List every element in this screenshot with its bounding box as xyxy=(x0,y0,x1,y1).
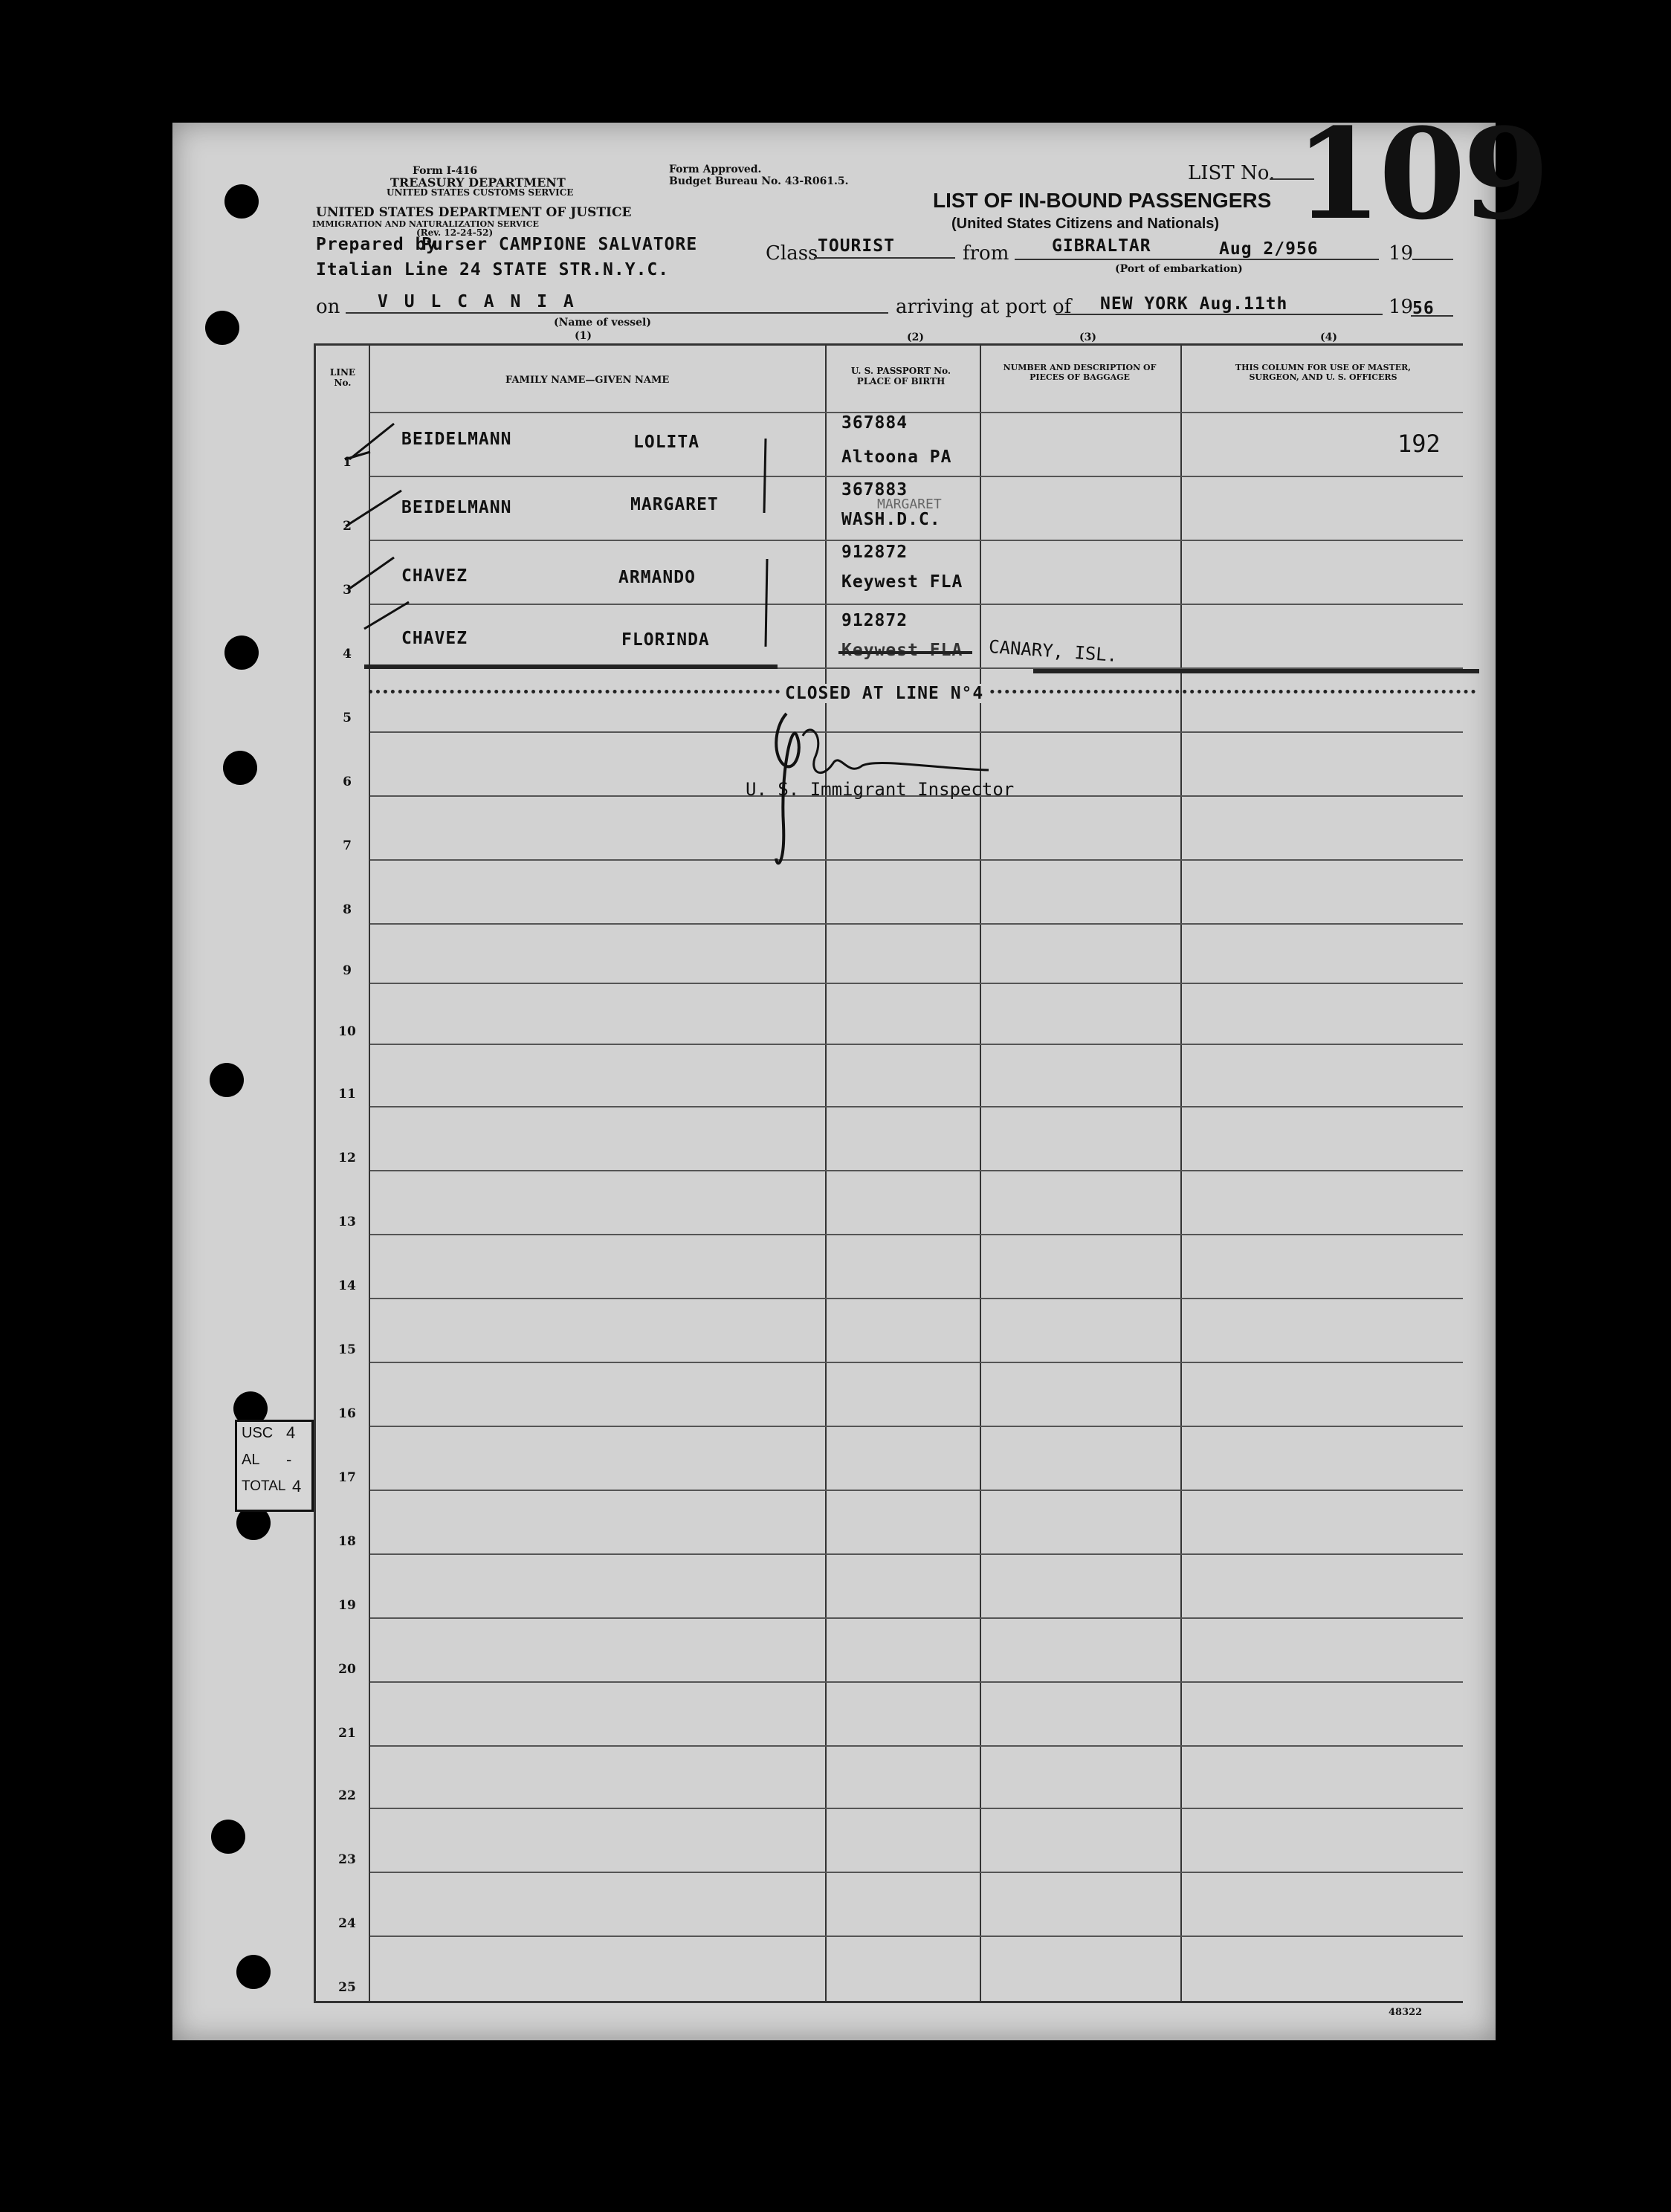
place-of-birth: WASH.D.C. xyxy=(841,510,941,529)
line-no-header: LINE No. xyxy=(329,367,356,388)
treasury-department: TREASURY DEPARTMENT xyxy=(390,175,566,190)
vessel-caption: (Name of vessel) xyxy=(554,317,651,329)
given-name: FLORINDA xyxy=(621,630,710,650)
closing-strike-right xyxy=(1033,669,1479,673)
line-number: 10 xyxy=(338,1024,356,1039)
line-number: 21 xyxy=(338,1726,356,1741)
al-label: AL xyxy=(242,1452,260,1468)
form-code: 48322 xyxy=(1389,2007,1423,2018)
port-embarkation-caption: (Port of embarkation) xyxy=(1115,263,1243,275)
col4-number: (4) xyxy=(1320,332,1337,343)
line-number: 2 xyxy=(343,519,352,534)
line-number: 24 xyxy=(338,1916,356,1931)
total-value: 4 xyxy=(292,1477,302,1495)
revision: (Rev. 12-24-52) xyxy=(416,227,494,238)
list-number-label: LIST No. xyxy=(1188,162,1276,184)
prepared-address: Italian Line 24 STATE STR.N.Y.C. xyxy=(316,260,670,279)
line-number: 3 xyxy=(343,583,352,598)
col1-number: (1) xyxy=(575,330,592,342)
birth-correction: CANARY, ISL. xyxy=(988,636,1119,667)
form-approved: Form Approved. xyxy=(669,164,762,175)
class-label: Class xyxy=(766,242,818,265)
total-label: TOTAL xyxy=(242,1478,286,1494)
strike-line xyxy=(838,651,972,654)
list-number-stamp: 109 xyxy=(1295,100,1547,248)
passport-number: 912872 xyxy=(841,611,908,630)
line-number: 17 xyxy=(338,1470,356,1485)
family-name: BEIDELMANN xyxy=(401,430,512,449)
punch-hole xyxy=(223,751,257,785)
line-number: 4 xyxy=(343,647,352,662)
line-number: 8 xyxy=(343,902,352,917)
punch-hole xyxy=(210,1063,244,1097)
line-number: 6 xyxy=(343,774,352,789)
year2-value: 56 xyxy=(1412,299,1435,318)
line-number: 23 xyxy=(338,1852,356,1867)
from-label: from xyxy=(963,242,1009,265)
closed-at-line: CLOSED AT LINE N°4 xyxy=(780,684,988,703)
officer-note: 192 xyxy=(1397,430,1441,458)
family-name: CHAVEZ xyxy=(401,629,468,648)
line-number: 15 xyxy=(338,1342,356,1357)
given-name: LOLITA xyxy=(633,433,700,452)
prepared-by: Purser CAMPIONE SALVATORE xyxy=(421,235,698,254)
port-of-embarkation: GIBRALTAR xyxy=(1052,236,1151,256)
line-number: 13 xyxy=(338,1215,356,1229)
overtyped-text: MARGARET xyxy=(877,497,942,512)
family-name: CHAVEZ xyxy=(401,566,468,586)
embarkation-date: Aug 2/956 xyxy=(1219,239,1319,259)
family-name: BEIDELMANN xyxy=(401,498,512,517)
line-number: 12 xyxy=(338,1151,356,1165)
place-of-birth-struck: Keywest FLA xyxy=(841,641,963,660)
form-subtitle: (United States Citizens and Nationals) xyxy=(951,216,1220,232)
line-number: 20 xyxy=(338,1662,356,1677)
punch-hole xyxy=(224,636,259,670)
year2-label: 19 xyxy=(1389,296,1414,318)
punch-hole xyxy=(224,184,259,219)
officers-header: THIS COLUMN FOR USE OF MASTER, SURGEON, AND U. S. OFFICERS xyxy=(1235,363,1412,382)
punch-hole xyxy=(205,311,239,345)
line-number: 11 xyxy=(338,1087,356,1102)
year-label: 19 xyxy=(1389,242,1414,265)
on-label: on xyxy=(316,296,340,318)
tally-box xyxy=(235,1420,314,1512)
usc-value: 4 xyxy=(286,1423,296,1442)
punch-hole xyxy=(236,1955,271,1989)
customs-service: UNITED STATES CUSTOMS SERVICE xyxy=(387,187,574,198)
usc-label: USC xyxy=(242,1425,274,1441)
line-number: 19 xyxy=(338,1598,356,1613)
line-number: 18 xyxy=(338,1534,356,1549)
form-title: LIST OF IN-BOUND PASSENGERS xyxy=(933,189,1272,212)
punch-hole xyxy=(211,1820,245,1854)
line-number: 1 xyxy=(343,455,352,470)
passport-number: 367883 xyxy=(841,480,908,499)
ins-service: IMMIGRATION AND NATURALIZATION SERVICE xyxy=(312,219,539,229)
form-number: Form I-416 xyxy=(413,165,478,177)
place-of-birth: Altoona PA xyxy=(841,447,952,467)
given-name: MARGARET xyxy=(630,495,719,514)
budget-bureau: Budget Bureau No. 43-R061.5. xyxy=(669,175,849,187)
passport-number: 367884 xyxy=(841,413,908,433)
inspector-title: U. S. Immigrant Inspector xyxy=(746,779,1015,800)
al-value: - xyxy=(286,1450,292,1469)
place-of-birth: Keywest FLA xyxy=(841,572,963,592)
line-number: 22 xyxy=(338,1788,356,1803)
class-value: TOURIST xyxy=(818,236,895,256)
justice-department: UNITED STATES DEPARTMENT OF JUSTICE xyxy=(316,205,632,220)
arrival-port-date: NEW YORK Aug.11th xyxy=(1100,294,1288,314)
col2-number: (2) xyxy=(907,332,924,343)
line-number: 25 xyxy=(338,1980,356,1995)
line-number: 5 xyxy=(343,711,352,725)
prepared-label: Prepared by xyxy=(316,235,438,254)
line-number: 9 xyxy=(343,963,352,978)
line-number: 14 xyxy=(338,1278,356,1293)
arriving-label: arriving at port of xyxy=(896,296,1072,318)
name-header: FAMILY NAME—GIVEN NAME xyxy=(505,375,670,386)
passport-number: 912872 xyxy=(841,543,908,562)
closing-strike-left xyxy=(364,664,778,669)
baggage-header: NUMBER AND DESCRIPTION OF PIECES OF BAGGAGE xyxy=(1003,363,1157,382)
line-number: 16 xyxy=(338,1406,356,1421)
line-number: 7 xyxy=(343,838,352,853)
vessel-name: V U L C A N I A xyxy=(378,292,577,311)
col3-number: (3) xyxy=(1079,332,1096,343)
passport-header: U. S. PASSPORT No. PLACE OF BIRTH xyxy=(850,366,951,387)
given-name: ARMANDO xyxy=(618,568,696,587)
check-marks xyxy=(327,416,818,676)
manifest-page xyxy=(172,123,1496,2040)
